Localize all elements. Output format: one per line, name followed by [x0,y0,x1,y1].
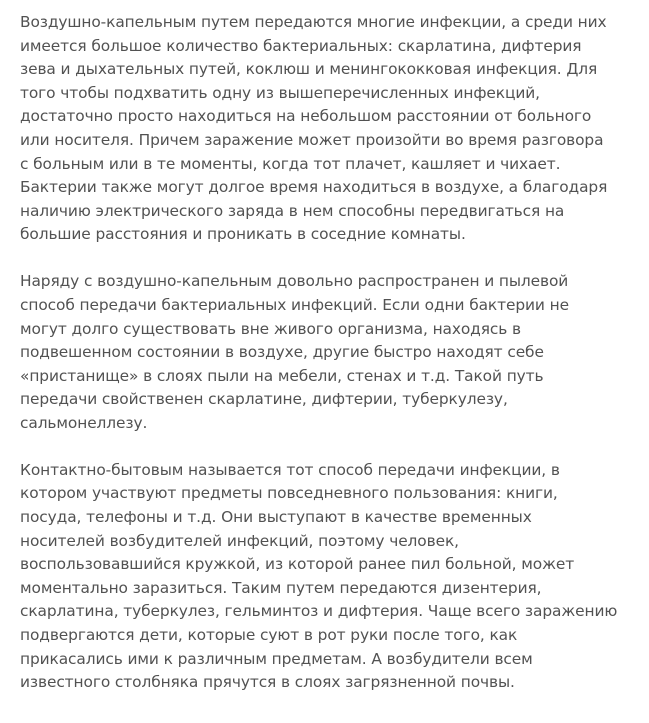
text-line: передачи свойственен скарлатине, дифтерии, туберкулезу, [20,390,508,409]
paragraph-airborne [20,11,633,247]
text-line: с больным или в те моменты, когда тот плачет, кашляет и чихает. [20,154,561,173]
text-line: моментально заразиться. Таким путем передаются дизентерия, [20,578,542,597]
text-line: зева и дыхательных путей, коклюш и менингококковая инфекция. Для [20,60,598,79]
text-line: или носителя. Причем заражение может произойти во время разговора [20,130,604,149]
text-line: Воздушно-капельным путем передаются многие инфекции, а среди них [20,13,607,31]
text-line: котором участвуют предметы повседневного пользования: книги, [20,484,558,503]
text-line: наличию электрического заряда в нем способны передвигаться на [20,201,565,220]
paragraph-contact [20,459,633,695]
text-line: подвешенном состоянии в воздухе, другие быстро находят себе [20,343,544,362]
text-line: прикасались ими к различным предметам. А возбудители всем [20,649,533,668]
text-line: Наряду с воздушно-капельным довольно распространен и пылевой [20,272,569,291]
text-line: воспользовавшийся кружкой, из которой ранее пил больной, может [20,555,575,574]
text-line: Контактно-бытовым называется тот способ передачи инфекции, в [20,460,560,479]
text-line: «пристанище» в слоях пыли на мебели, стенах и т.д. Такой путь [20,366,544,385]
text-line: подвергаются дети, которые суют в рот руки после того, как [20,626,518,645]
text-line: известного столбняка прячутся в слоях загрязненной почвы. [20,673,515,692]
text-line: сальмонеллезу. [20,413,148,432]
text-line: скарлатина, туберкулез, гельминтоз и дифтерия. Чаще всего заражению [20,602,618,621]
text-line: способ передачи бактериальных инфекций. Если одни бактерии не [20,295,569,314]
text-line: посуда, телефоны и т.д. Они выступают в качестве временных [20,508,532,527]
text-line: могут долго существовать вне живого организма, находясь в [20,319,521,338]
text-line: достаточно просто находиться на небольшом расстоянии от больного [20,107,592,126]
text-line: того чтобы подхватить одну из вышеперечисленных инфекций, [20,83,540,102]
paragraph-dust [20,270,633,435]
text-line: носителей возбудителей инфекций, поэтому человек, [20,531,459,550]
text-line: большие расстояния и проникать в соседние комнаты. [20,225,466,244]
text-line: имеется большое количество бактериальных: скарлатина, дифтерия [20,36,582,55]
text-line: Бактерии также могут долгое время находиться в воздухе, а благодаря [20,178,608,197]
